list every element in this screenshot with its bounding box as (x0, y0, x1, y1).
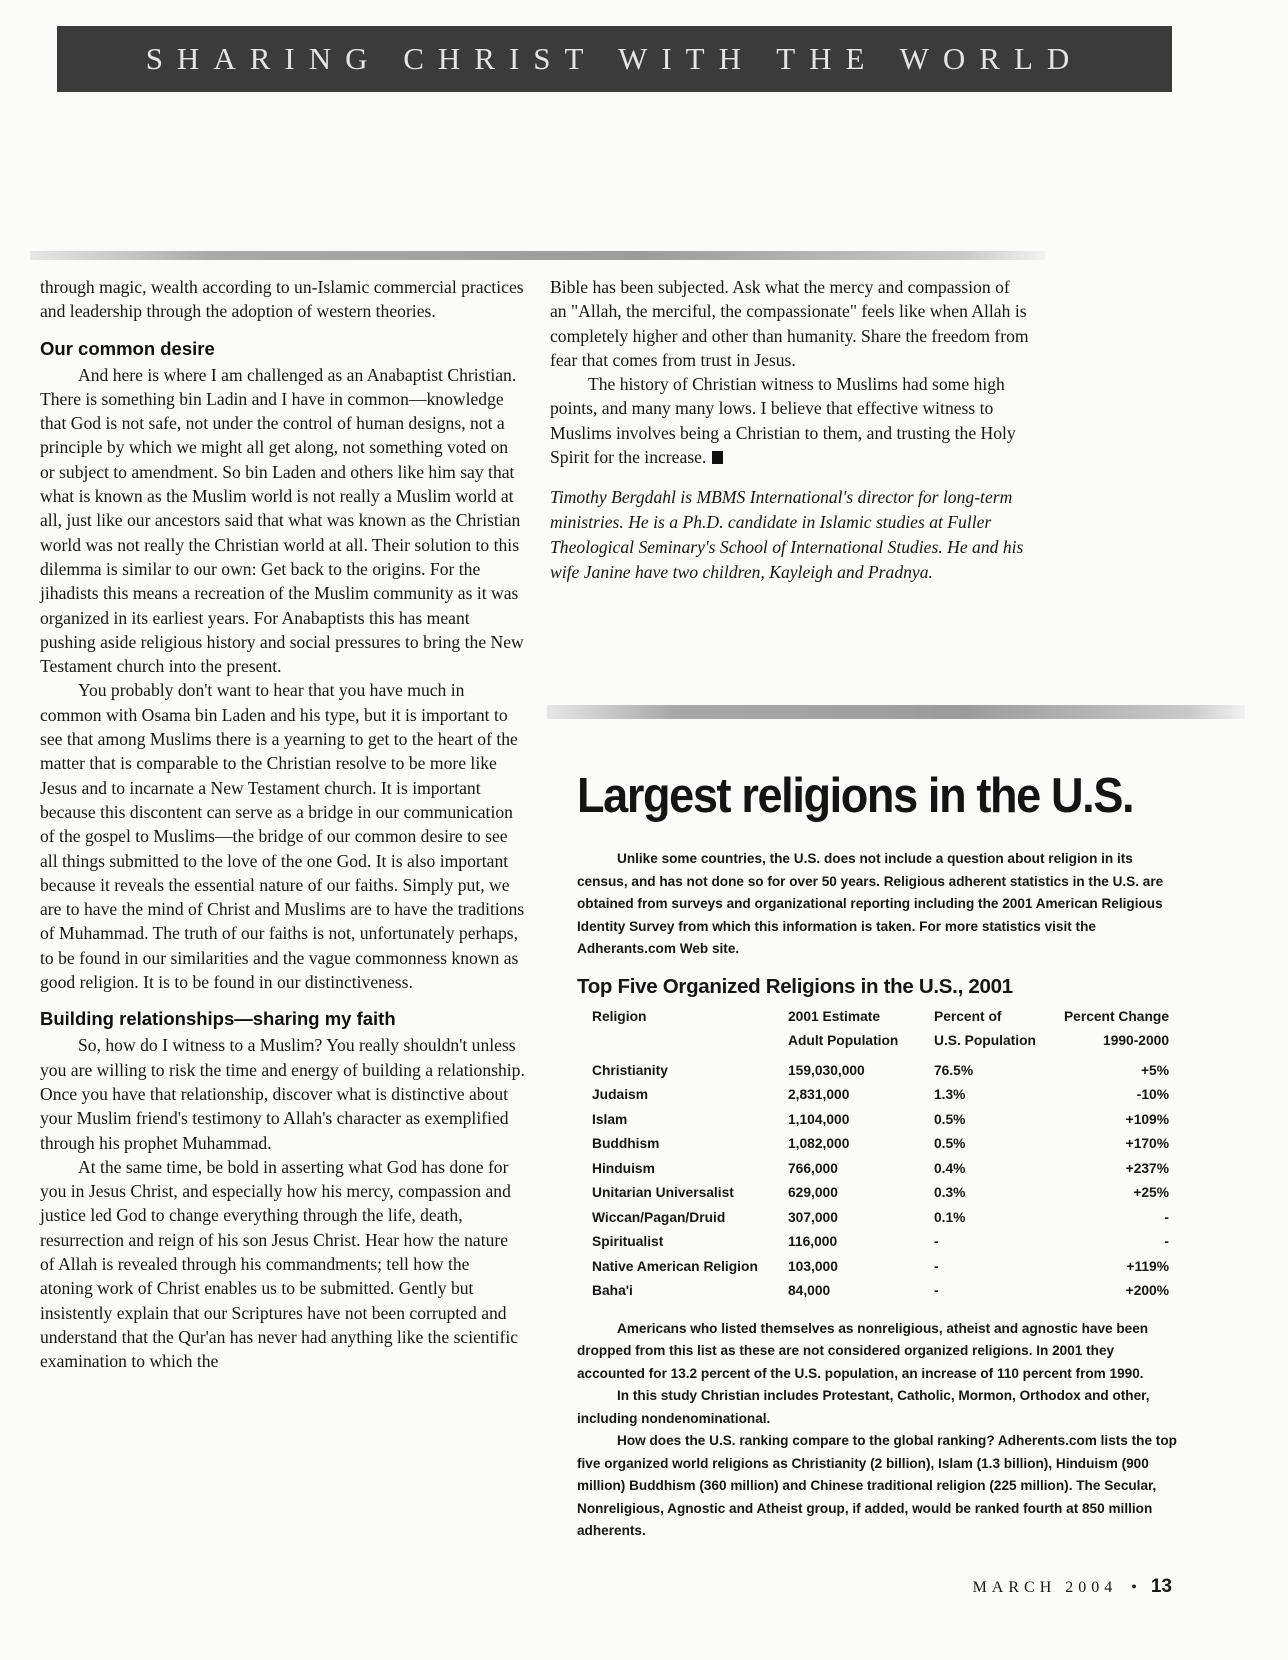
sidebar-intro: Unlike some countries, the U.S. does not include a question about religion in its census, and has not done so for over 50 years. Religious adherent statistics in the U.S. are obtained from surveys and organizational reporting including the 2001 American Religious Identity Survey from which this information is taken. For more statistics visit the Adherants.com Web site. (577, 851, 1164, 956)
table-row: Unitarian Universalist 629,000 0.3% +25% (592, 1185, 1169, 1200)
header-percent: Percent of (934, 1008, 1002, 1024)
subheading-building-relationships: Building relationships—sharing my faith (40, 1008, 396, 1030)
table-row: Christianity 159,030,000 76.5% +5% (592, 1062, 1169, 1078)
religions-table (592, 1005, 1169, 1304)
paragraph-end (550, 372, 1030, 469)
header-estimate-sub: Adult Population (788, 1032, 899, 1048)
bullet-icon: • (1131, 1579, 1137, 1596)
table-row: Native American Religion 103,000 - +119% (592, 1258, 1169, 1274)
issue-date: MARCH 2004 (972, 1579, 1118, 1596)
sidebar-title: Largest religions in the U.S. (577, 769, 1134, 823)
table-row: Spiritualist 116,000 - - (592, 1234, 1169, 1249)
sidebar-notes (577, 1318, 1177, 1543)
sidebar-box (577, 768, 1177, 1543)
paragraph: You probably don't want to hear that you have much in common with Osama bin Laden and his type, but it is important to see that among Muslims there is a yearning to get to the heart of the matter that is comparable to the Christian resolve to be more like Jesus and to incarnate a New Testament church. It is important because this discontent can serve as a bridge in our communication of the gospel to Muslims—the bridge of our common desire to see all things submitted to the love of the one God. It is also important because it reveals the essential nature of our faiths. Simply put, we are to have the mind of Christ and Muslims are to have the traditions of Muhammad. The truth of our faiths is not, unfortunately perhaps, to be found in our similarities and the vague commonness known as good religion. It is to be found in our distinctiveness. (40, 680, 525, 993)
table-title: Top Five Organized Religions in the U.S., 2001 (577, 974, 1013, 998)
end-mark-icon (712, 451, 723, 464)
header-estimate: 2001 Estimate (788, 1008, 881, 1024)
table-header-row (592, 1005, 1169, 1029)
paragraph: Bible has been subjected. Ask what the mercy and compassion of an "Allah, the merciful, the compassionate" feels like when Allah is completely higher and other than humanity. Share the freedom from fear that comes from trust in Jesus. (550, 277, 1029, 370)
author-bio: Timothy Bergdahl is MBMS International's director for long-term ministries. He is a Ph.D. candidate in Islamic studies at Fuller Theological Seminary's School of International Studies. He and his wife Janine have two children, Kayleigh and Pradnya. (550, 487, 1024, 583)
note-paragraph: In this study Christian includes Protestant, Catholic, Mormon, Orthodox and other, including nondenominational. (577, 1388, 1150, 1426)
paragraph: So, how do I witness to a Muslim? You really shouldn't unless you are willing to risk the time and energy of building a relationship. Once you have that relationship, discover what is distinctive about your Muslim friend's testimony to Allah's character as exemplified through his prophet Muhammad. (40, 1035, 525, 1153)
table-row: Baha'i 84,000 - +200% (592, 1283, 1169, 1298)
header-change-sub: 1990-2000 (1103, 1032, 1169, 1048)
paragraph: through magic, wealth according to un-Islamic commercial practices and leadership through the adoption of western theories. (40, 277, 524, 322)
table-row: Hinduism 766,000 0.4% +237% (592, 1160, 1169, 1176)
table-row: Wiccan/Pagan/Druid 307,000 0.1% - (592, 1209, 1169, 1225)
subheading-common-desire: Our common desire (40, 337, 215, 359)
left-column (40, 275, 525, 1373)
header-religion: Religion (592, 1008, 647, 1024)
paragraph: At the same time, be bold in asserting what God has done for you in Jesus Christ, and especially how his mercy, compassion and justice led God to change everything through the life, death, resurrection and reign of his son Jesus Christ. Hear how the nature of Allah is revealed through his commandments; tell how the atoning work of Christ enables us to be submitted. Gently but insistently explain that our Scriptures have not been corrupted and understand that the Qur'an has never had anything like the scientific examination to which the (40, 1156, 519, 1372)
paragraph-text: The history of Christian witness to Muslims had some high points, and many many lows. I believe that effective witness to Muslims involves being a Christian to them, and trusting the Holy Spirit for the increase. (550, 374, 1016, 468)
page-footer (942, 1576, 1172, 1598)
table-header-row (592, 1029, 1169, 1059)
section-banner: SHARING CHRIST WITH THE WORLD (57, 26, 1172, 92)
paragraph: And here is where I am challenged as an Anabaptist Christian. There is something bin Ladin and I have in common—knowledge that God is not safe, not under the control of human designs, not a principle by which we might all get along, not something voted on or subject to amendment. So bin Laden and others like him say that what is known as the Muslim world is not really a Muslim world at all, just like our ancestors said that what was known as the Christian world was not really the Christian world at all. Their solution to this dilemma is similar to our own: Get back to the origins. For the jihadists this means a recreation of the Muslim community as it was organized in its earliest years. For Anabaptists this has meant pushing aside religious history and social pressures to bring the New Testament church into the present. (40, 364, 524, 677)
table-row: Buddhism 1,082,000 0.5% +170% (592, 1136, 1169, 1151)
header-percent-sub: U.S. Population (934, 1032, 1036, 1048)
note-paragraph: Americans who listed themselves as nonreligious, atheist and agnostic have been dropped from this list as these are not considered organized religions. In 2001 they accounted for 13.2 percent of the U.S. population, an increase of 110 percent from 1990. (577, 1320, 1149, 1381)
note-paragraph: How does the U.S. ranking compare to the global ranking? Adherents.com lists the top five organized world religions as Christianity (2 billion), Islam (1.3 billion), Hinduism (900 million) Buddhism (360 million) and Chinese traditional religion (225 million). The Secular, Nonreligious, Agnostic and Atheist group, if added, would be ranked fourth at 850 million adherents. (577, 1433, 1177, 1538)
right-column (550, 275, 1030, 585)
top-rule (30, 251, 1045, 260)
table-row: Judaism 2,831,000 1.3% -10% (592, 1087, 1169, 1102)
header-change: Percent Change (1063, 1008, 1169, 1024)
page-number: 13 (1150, 1576, 1172, 1597)
table-row: Islam 1,104,000 0.5% +109% (592, 1111, 1169, 1127)
sidebar-rule (547, 705, 1245, 719)
